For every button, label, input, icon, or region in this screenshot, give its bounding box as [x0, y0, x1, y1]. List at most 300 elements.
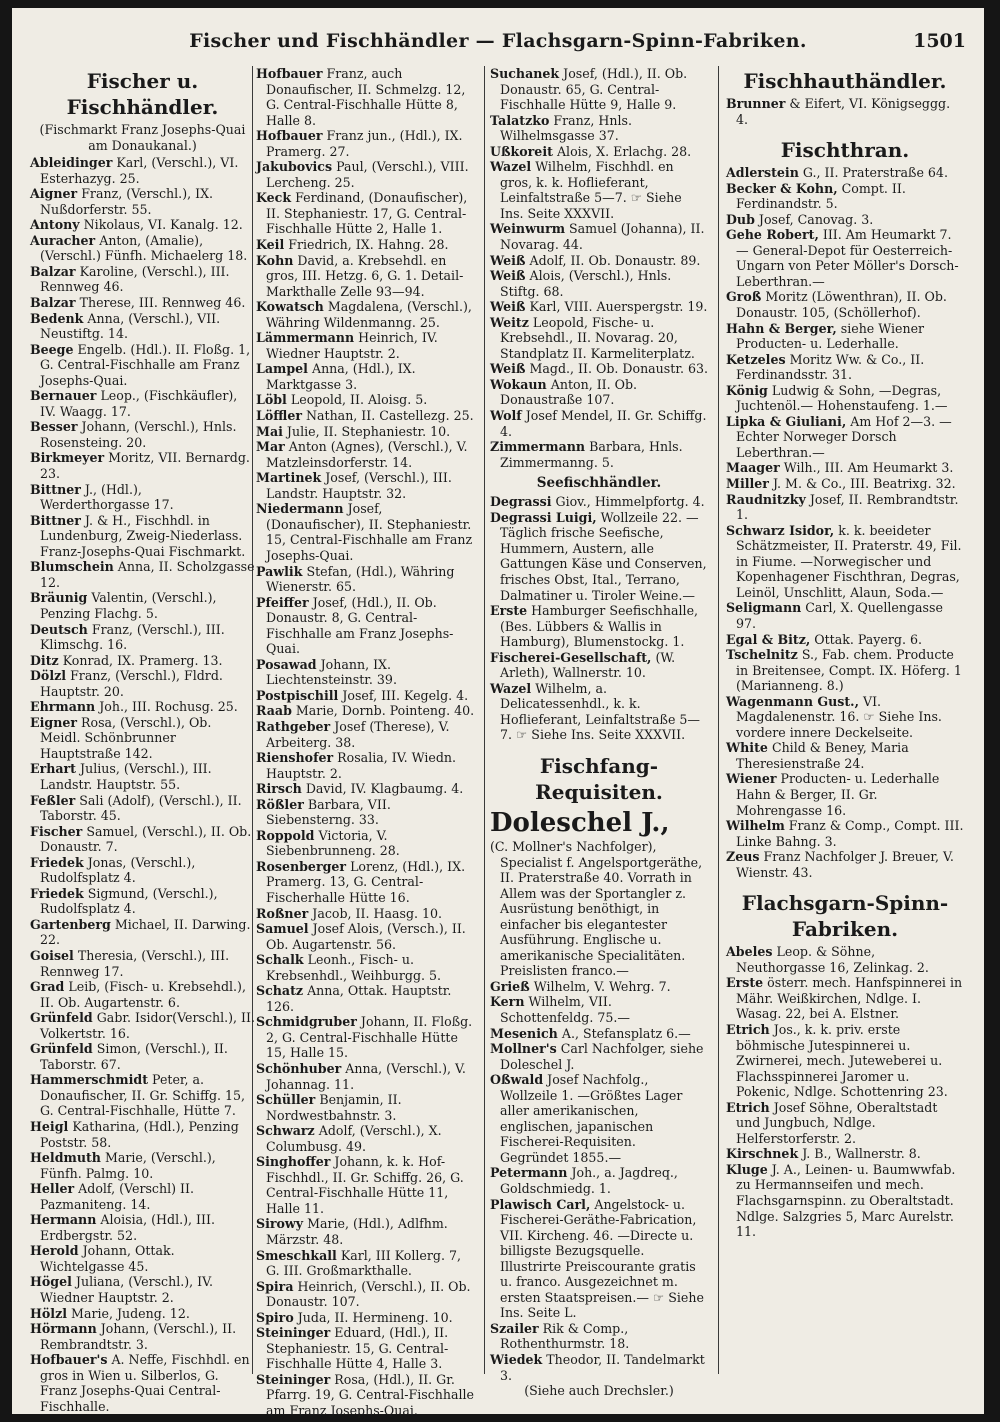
directory-entry	[256, 1154, 478, 1216]
directory-entry	[30, 886, 255, 917]
directory-entry	[30, 342, 255, 389]
directory-entry	[726, 771, 964, 818]
entry-details: Marie, Judeng. 12.	[71, 1305, 190, 1321]
directory-entry	[256, 470, 478, 501]
entry-details: Anton, II. Ob. Donaustraße 107.	[500, 376, 638, 408]
entry-name: Rößler	[256, 796, 304, 812]
directory-entry	[256, 1014, 478, 1061]
directory-entry	[256, 330, 478, 361]
entry-details: Heinrich, IV. Wiedner Hauptstr. 2.	[266, 330, 438, 361]
directory-entry	[30, 1072, 255, 1119]
entry-name: Petermann	[490, 1165, 568, 1181]
directory-entry	[726, 944, 964, 975]
entry-name: Talatzko	[490, 112, 550, 128]
entry-details: k. k. beeideter Schätzmeister, II. Praterstr. 49, Fil. in Fiume. —Norwegischer und Kopenhagener Fischthran, Degras, Leinöl, Unschlitt, Alaun, Soda.—	[736, 522, 962, 600]
entry-name: Rathgeber	[256, 718, 331, 734]
entry-name: Postpischill	[256, 687, 339, 703]
entry-details: Paul, (Verschl.), VIII. Lercheng. 25.	[266, 159, 469, 190]
entry-details: G., II. Praterstraße 64.	[802, 165, 948, 181]
entry-name: Schwarz Isidor,	[726, 522, 835, 538]
directory-entry	[256, 392, 478, 408]
entry-details: J. M. & Co., III. Beatrixg. 32.	[772, 476, 956, 492]
entry-name: Jakubovics	[256, 159, 333, 175]
entry-name: Wokaun	[490, 376, 547, 392]
directory-entry	[490, 494, 708, 510]
entry-name: Plawisch Carl,	[490, 1196, 591, 1212]
entry-details: Johann, IX. Liechtensteinstr. 39.	[266, 656, 397, 688]
entry-details: Barbara, Hnls. Zimmermanng. 5.	[500, 439, 683, 470]
directory-entry	[30, 793, 255, 824]
entry-name: Gartenberg	[30, 916, 111, 932]
entry-details: Eduard, (Hdl.), II. Stephaniestr. 15, G. Central-Fischhalle Hütte 4, Halle 3.	[266, 1325, 449, 1372]
entry-name: Rienshofer	[256, 750, 334, 766]
section-heading: Flachsgarn-Spinn-Fabriken.	[741, 891, 949, 942]
entry-name: Erste	[490, 603, 528, 619]
directory-entry	[256, 439, 478, 470]
entry-name: Herold	[30, 1243, 79, 1259]
directory-entry	[30, 482, 255, 513]
entry-details: Ferdinand, (Donaufischer), II. Stephaniestr. 17, G. Central-Fischhalle Hütte 2, Halle 1.	[266, 190, 468, 237]
entry-details: (C. Mollner's Nachfolger), Specialist f. Angelsportgeräthe, II. Praterstraße 40. Vorrath in Allem was der Sportangler z. Ausrüstung benöthigt, in einfacher bis elegantester Ausführung. Englische u. amerikanische Specialitäten. Preislisten franco.—	[490, 838, 703, 979]
directory-entry	[490, 1041, 708, 1072]
entry-details: siehe Wiener Producten- u. Lederhalle.	[736, 320, 925, 352]
advert-name: Doleschel J.,	[490, 807, 670, 838]
entry-details: J. & H., Fischhdl. in Lundenburg, Zweig-Niederlass. Franz-Josephs-Quai Fischmarkt.	[40, 512, 246, 559]
entry-name: Wazel	[490, 680, 532, 696]
entry-name: Schönhuber	[256, 1061, 342, 1076]
entry-details: Josef, (Hdl.), II. Ob. Donaustr. 8, G. Central-Fischhalle am Franz Josephs-Quai.	[266, 594, 454, 657]
entry-details: Moritz Ww. & Co., II. Ferdinandsstr. 31.	[736, 351, 925, 383]
entry-details: Konrad, IX. Pramerg. 13.	[62, 652, 223, 668]
entry-name: Steininger	[256, 1371, 331, 1387]
directory-entry	[30, 715, 255, 762]
directory-entry	[726, 227, 964, 289]
directory-entry	[490, 221, 708, 252]
entry-details: Adolf, (Verschl) II. Pazmaniteng. 14.	[40, 1181, 194, 1212]
entry-details: Josef (Therese), V. Arbeiterg. 38.	[266, 718, 450, 750]
entry-details: S., Fab. chem. Producte in Breitensee, Compt. IX. Höferg. 1 (Marianneng. 8.)	[736, 647, 962, 694]
entry-details: Child & Beney, Maria Theresienstraße 24.	[736, 740, 909, 771]
entry-name: Kern	[490, 994, 525, 1010]
entry-details: Josef, II. Rembrandtstr. 1.	[736, 491, 959, 523]
directory-entry	[726, 647, 964, 694]
directory-entry	[30, 155, 255, 186]
entry-details: Joh., III. Rochusg. 25.	[99, 699, 238, 715]
entry-name: Heigl	[30, 1119, 69, 1134]
entry-name: Hahn & Berger,	[726, 320, 837, 336]
entry-name: Abeles	[726, 944, 773, 960]
entry-name: Goisel	[30, 947, 74, 963]
entry-name: Erhart	[30, 761, 77, 777]
entry-name: Mar	[256, 439, 285, 455]
directory-entry	[726, 492, 964, 523]
entry-name: Erste	[726, 975, 764, 991]
directory-entry	[256, 952, 478, 983]
entry-name: Spira	[256, 1278, 294, 1294]
entry-name: Singhoffer	[256, 1154, 331, 1170]
entry-name: Seligmann	[726, 600, 802, 616]
entry-details: Josef Alois, (Versch.), II. Ob. Augartenstr. 56.	[266, 921, 466, 952]
entry-details: Julie, II. Stephaniestr. 10.	[286, 423, 451, 439]
entry-name: Balzar	[30, 263, 76, 279]
entry-details: Magd., II. Ob. Donaustr. 63.	[529, 361, 708, 377]
directory-entry	[726, 694, 964, 741]
entry-name: Heldmuth	[30, 1150, 101, 1166]
directory-entry	[30, 1010, 255, 1041]
entry-name: Ußkoreit	[490, 143, 553, 159]
directory-entry	[30, 295, 255, 311]
entry-details: Theodor, II. Tandelmarkt 3.	[500, 1352, 705, 1383]
entry-details: Juda, II. Hermineng. 10.	[297, 1309, 453, 1325]
entry-details: Rosalia, IV. Wiedn. Hauptstr. 2.	[266, 750, 457, 781]
entry-name: Keil	[256, 237, 285, 253]
entry-name: Kluge	[726, 1161, 768, 1177]
directory-entry	[30, 699, 255, 715]
directory-entry	[490, 377, 708, 408]
directory-entry	[256, 719, 478, 750]
entry-name: Becker & Kohn,	[726, 180, 838, 196]
directory-entry	[490, 979, 708, 995]
directory-entry	[30, 186, 255, 217]
directory-entry	[256, 703, 478, 719]
directory-entry	[30, 1274, 255, 1305]
directory-entry	[490, 299, 708, 315]
entry-details: A. Neffe, Fischhdl. en gros in Wien u. Silberlos, G. Franz Josephs-Quai Central-Fischhalle.	[40, 1352, 250, 1414]
directory-entry	[726, 96, 964, 127]
directory-entry	[256, 237, 478, 253]
entry-name: Eigner	[30, 714, 77, 730]
directory-entry	[256, 408, 478, 424]
directory-entry	[490, 650, 708, 681]
entry-details: Nikolaus, VI. Kanalg. 12.	[83, 217, 243, 233]
directory-entry	[490, 253, 708, 269]
entry-details: Jonas, (Verschl.), Rudolfsplatz 4.	[40, 854, 196, 886]
entry-name: Egal & Bitz,	[726, 631, 811, 647]
entry-details: Franz, (Verschl.), III. Klimschg. 16.	[40, 621, 225, 653]
entry-details: Engelb. (Hdl.). II. Floßg. 1, G. Central-Fischhalle am Franz Josephs-Quai.	[40, 341, 251, 388]
entry-name: Steininger	[256, 1325, 331, 1341]
entry-details: Josef Söhne, Oberaltstadt und Jungbuch, Ndlge. Helferstorferstr. 2.	[736, 1099, 938, 1146]
entry-details: Barbara, VII. Siebensterng. 33.	[266, 796, 391, 828]
entry-details: J. A., Leinen- u. Baumwwfab. zu Hermannseifen und mech. Flachsgarnspinn. zu Oberaltstadt. Ndlge. Salzgries 5, Marc Aurelstr. 11.	[736, 1161, 956, 1240]
entry-details: Leopold, Fische- u. Krebsehdl., II. Novarag. 20, Standplatz II. Karmeliterplatz.	[500, 314, 695, 361]
entry-details: (W. Arleth), Wallnerstr. 10.	[500, 649, 676, 681]
directory-entry	[490, 1026, 708, 1042]
directory-entry	[490, 1072, 708, 1165]
directory-entry	[490, 510, 708, 603]
directory-entry	[256, 921, 478, 952]
entry-details: Adolf, II. Ob. Donaustr. 89.	[529, 252, 701, 268]
entry-name: Degrassi	[490, 494, 552, 510]
entry-name: Wagenmann Gust.,	[726, 693, 859, 709]
directory-entry	[726, 600, 964, 631]
directory-entry	[256, 595, 478, 657]
directory-entry	[256, 1123, 478, 1154]
entry-details: David, IV. Klagbaumg. 4.	[305, 781, 464, 797]
entry-details: Moritz (Löwenthran), II. Ob. Donaustr. 105, (Schöllerhof).	[736, 289, 947, 321]
entry-name: Schüller	[256, 1092, 316, 1108]
entry-name: Smeschkall	[256, 1247, 337, 1263]
directory-entry	[30, 917, 255, 948]
entry-details: Victoria, V. Siebenbrunneng. 28.	[266, 827, 400, 859]
directory-entry	[490, 1352, 708, 1383]
entry-details: Anna, (Hdl.), IX. Marktgasse 3.	[266, 361, 416, 392]
directory-entry	[256, 983, 478, 1014]
entry-name: Friedek	[30, 885, 84, 901]
directory-entry	[726, 1022, 964, 1100]
entry-details: Anna, (Verschl.), VII. Neustiftg. 14.	[40, 310, 221, 342]
directory-entry	[30, 668, 255, 699]
entry-name: Hörmann	[30, 1321, 97, 1337]
entry-details: Franz Nachfolger J. Breuer, V. Wienstr. 43.	[736, 849, 954, 880]
entry-details: Rik & Comp., Rothenthurmstr. 18.	[500, 1320, 630, 1352]
entry-name: Ehrmann	[30, 699, 96, 715]
directory-entry	[30, 419, 255, 450]
entry-name: Fischerei-Gesellschaft,	[490, 649, 652, 665]
entry-details: Josef, (Donaufischer), II. Stephaniestr. 15, Central-Fischhalle am Franz Josephs-Quai.	[266, 501, 473, 563]
entry-name: Schwarz	[256, 1123, 315, 1139]
section-heading: Seefischhändler.	[536, 475, 662, 492]
entry-details: Joh., a. Jagdreq., Goldschmiedg. 1.	[500, 1165, 678, 1196]
entry-details: David, a. Krebsehdl. en gros, III. Hetzg. 6, G. 1. Detail-Markthalle Zelle 93—94.	[266, 252, 464, 299]
entry-name: Wilhelm	[726, 818, 785, 834]
directory-entry	[726, 1100, 964, 1147]
entry-name: Rosenberger	[256, 858, 347, 874]
entry-details: Carl Nachfolger, siehe Doleschel J.	[500, 1041, 704, 1072]
entry-name: Balzar	[30, 295, 76, 311]
entry-name: Bittner	[30, 512, 81, 528]
entry-details: & Eifert, VI. Königseggg. 4.	[736, 96, 951, 127]
entry-name: Spiro	[256, 1309, 294, 1325]
directory-entry	[30, 1119, 255, 1150]
directory-entry	[30, 1041, 255, 1072]
entry-details: Anton (Agnes), (Verschl.), V. Matzleinsdorferstr. 14.	[266, 439, 468, 470]
directory-entry	[256, 1248, 478, 1279]
entry-details: Leop., (Fischkäufler), IV. Waagg. 17.	[40, 388, 238, 419]
entry-name: Szailer	[490, 1320, 539, 1336]
directory-entry	[726, 383, 964, 414]
entry-name: Bedenk	[30, 310, 84, 326]
directory-entry	[256, 564, 478, 595]
directory-entry	[30, 855, 255, 886]
entry-details: Franz & Comp., Compt. III. Linke Bahng. 3.	[736, 818, 964, 849]
directory-entry	[490, 1165, 708, 1196]
directory-entry	[490, 681, 708, 743]
entry-details: Simon, (Verschl.), II. Taborstr. 67.	[40, 1041, 228, 1072]
entry-name: Etrich	[726, 1099, 770, 1115]
directory-entry	[30, 450, 255, 481]
directory-entry	[30, 1306, 255, 1322]
entry-details: Karl, (Verschl.), VI. Esterhazyg. 25.	[40, 155, 239, 186]
directory-entry	[256, 906, 478, 922]
entry-name: Groß	[726, 289, 762, 305]
spacer	[490, 743, 708, 751]
entry-name: Beege	[30, 341, 74, 357]
directory-entry	[30, 948, 255, 979]
entry-name: Keck	[256, 190, 292, 206]
entry-name: Wiedek	[490, 1352, 543, 1368]
section-note: (Fischmarkt Franz Josephs-Quai am Donaukanal.)	[39, 122, 246, 153]
directory-entry	[490, 1321, 708, 1352]
directory-entry	[490, 994, 708, 1025]
directory-entry	[726, 632, 964, 648]
directory-entry	[256, 424, 478, 440]
entry-details: Nathan, II. Castellezg. 25.	[305, 408, 474, 424]
entry-details: Wollzeile 22. —Täglich frische Seefische, Hummern, Austern, alle Gattungen Käse und Conserven, frisches Obst, Ital., Terrano, Dalmatiner u. Tiroler Weine.—	[500, 509, 707, 603]
entry-details: Jos., k. k. priv. erste böhmische Jutespinnerei u. Zwirnerei, mech. Juteweberei u. Flachsspinnerei Jaromer u. Pokenic, Ndlge. Schottenring 23.	[736, 1021, 948, 1100]
directory-entry	[256, 253, 478, 300]
directory-entry	[726, 1162, 964, 1240]
entry-details: Josef Nachfolg., Wollzeile 1. —Größtes Lager aller amerikanischen, englischen, japanischen Fischerei-Requisiten. Gegründet 1855.—	[500, 1072, 683, 1165]
directory-entry	[256, 688, 478, 704]
entry-name: Feßler	[30, 792, 76, 808]
directory-entry	[30, 1181, 255, 1212]
entry-details: Benjamin, II. Nordwestbahnstr. 3.	[266, 1092, 402, 1123]
directory-entry	[256, 781, 478, 797]
entry-name: Weiß	[490, 268, 526, 284]
directory-entry	[256, 159, 478, 190]
directory-entry	[256, 128, 478, 159]
entry-name: Rirsch	[256, 781, 302, 797]
entry-details: Lorenz, (Hdl.), IX. Pramerg. 13, G. Central-Fischerhalle Hütte 16.	[266, 858, 466, 905]
entry-name: Pawlik	[256, 563, 303, 579]
entry-name: White	[726, 740, 768, 756]
entry-details: Leonh., Fisch- u. Krebsenhdl., Weihburgg. 5.	[266, 952, 442, 983]
entry-details: Leib, (Fisch- u. Krebsehdl.), II. Ob. Augartenstr. 6.	[40, 979, 246, 1010]
entry-name: Hammerschmidt	[30, 1072, 149, 1088]
directory-entry	[256, 1325, 478, 1372]
entry-details: Gabr. Isidor(Verschl.), II. Volkertstr. 16.	[40, 1010, 256, 1041]
directory-entry	[30, 590, 255, 621]
entry-details: Giov., Himmelpfortg. 4.	[555, 494, 705, 510]
running-head: Fischer und Fischhändler — Flachsgarn-Spinn-Fabriken.	[189, 30, 807, 52]
directory-entry	[490, 159, 708, 221]
entry-name: Dub	[726, 211, 755, 227]
directory-entry	[726, 523, 964, 601]
directory-entry	[726, 321, 964, 352]
entry-details: Heinrich, (Verschl.), II. Ob. Donaustr. 107.	[266, 1278, 471, 1310]
directory-entry	[256, 1310, 478, 1326]
entry-details: Franz, Hnls. Wilhelmsgasse 37.	[500, 112, 632, 144]
directory-entry	[256, 1092, 478, 1123]
entry-name: Wiener	[726, 771, 777, 787]
entry-details: Leop. & Söhne, Neuthorgasse 16, Zelinkag. 2.	[736, 944, 929, 975]
directory-entry	[490, 113, 708, 144]
entry-details: Franz, (Verschl.), IX. Nußdorferstr. 55.	[40, 186, 214, 217]
entry-details: Sigmund, (Verschl.), Rudolfsplatz 4.	[40, 885, 218, 917]
entry-name: Tschelnitz	[726, 647, 798, 663]
entry-name: Weiß	[490, 299, 526, 315]
entry-details: Marie, Dornb. Pointeng. 40.	[295, 703, 475, 719]
entry-details: Alois, (Verschl.), Hnls. Stiftg. 68.	[500, 268, 672, 299]
entry-details: Franz, auch Donaufischer, II. Schmelzg. 12, G. Central-Fischhalle Hütte 8, Halle 8.	[266, 66, 466, 128]
entry-name: Ditz	[30, 652, 59, 668]
directory-page	[12, 8, 984, 1419]
directory-entry	[256, 657, 478, 688]
entry-name: Mollner's	[490, 1041, 557, 1057]
entry-details: J., (Hdl.), Werderthorgasse 17.	[40, 481, 174, 513]
entry-details: Johann, II. Floßg. 2, G. Central-Fischhalle Hütte 15, Halle 15.	[266, 1014, 473, 1061]
directory-entry	[726, 352, 964, 383]
entry-details: III. Am Heumarkt 7. — General-Depot für Oesterreich-Ungarn von Peter Möller's Dorsch-Leberthran.—	[736, 227, 959, 289]
entry-details: Samuel (Johanna), II. Novarag. 44.	[500, 221, 705, 253]
entry-details: Ottak. Payerg. 6.	[814, 631, 922, 647]
entry-details: Julius, (Verschl.), III. Landstr. Hauptstr. 55.	[40, 761, 212, 792]
directory-entry	[30, 559, 255, 590]
entry-name: Bräunig	[30, 590, 88, 606]
entry-details: Johann, k. k. Hof-Fischhdl., II. Gr. Schiffg. 26, G. Central-Fischhalle Hütte 11, Halle 11.	[266, 1154, 464, 1216]
entry-name: Mai	[256, 423, 283, 439]
entry-name: Pfeiffer	[256, 594, 309, 610]
entry-name: Grünfeld	[30, 1010, 93, 1026]
entry-name: Weitz	[490, 314, 529, 330]
directory-entry	[726, 289, 964, 320]
entry-details: Peter, a. Donaufischer, II. Gr. Schiffg. 15, G. Central-Fischhalle, Hütte 7.	[40, 1072, 246, 1119]
entry-details: Jacob, II. Haasg. 10.	[312, 905, 443, 921]
directory-entry	[726, 460, 964, 476]
entry-name: Weinwurm	[490, 221, 566, 237]
directory-entry	[30, 513, 255, 560]
entry-details: J. B., Wallnerstr. 8.	[802, 1146, 921, 1162]
directory-entry	[30, 311, 255, 342]
entry-details: Anna, II. Scholzgasse 12.	[40, 559, 255, 590]
directory-entry	[726, 975, 964, 1022]
section-heading: Fischfang-Requisiten.	[535, 753, 663, 804]
directory-entry	[490, 408, 708, 439]
directory-entry	[30, 1352, 255, 1414]
entry-name: Hermann	[30, 1212, 97, 1228]
column-4	[726, 66, 964, 1400]
entry-name: Schatz	[256, 983, 304, 999]
directory-entry	[490, 144, 708, 160]
directory-entry	[30, 824, 255, 855]
entry-details: Anton, (Amalie), (Verschl.) Fünfh. Michaelerg 18.	[40, 232, 248, 264]
entry-details: Magdalena, (Verschl.), Währing Wildenmanng. 25.	[266, 299, 472, 330]
directory-entry	[726, 849, 964, 880]
entry-details: Rosa, (Hdl.), II. Gr. Pfarrg. 19, G. Central-Fischhalle am Franz Josephs-Quai.	[266, 1371, 474, 1419]
entry-name: Hofbauer	[256, 66, 323, 81]
entry-name: Kirschnek	[726, 1146, 799, 1162]
entry-name: Weiß	[490, 361, 526, 377]
entry-name: Dölzl	[30, 668, 67, 684]
column-3	[490, 66, 708, 1400]
directory-entry	[30, 264, 255, 295]
directory-entry	[726, 740, 964, 771]
entry-name: Besser	[30, 419, 78, 435]
page-number: 1501	[913, 30, 966, 52]
entry-name: Hölzl	[30, 1305, 68, 1321]
entry-details: Compt. II. Ferdinandstr. 5.	[736, 180, 906, 212]
entry-details: Angelstock- u. Fischerei-Geräthe-Fabrication, VII. Kircheng. 46. —Directe u. billigste Bezugsquelle. Illustrirte Preiscourante gratis u. franco. Ausgezeichnet m. ersten Staatspreisen.— ☞ Siehe Ins. Seite L.	[500, 1196, 704, 1321]
entry-name: Kohn	[256, 252, 294, 268]
entry-name: Antony	[30, 217, 80, 233]
entry-details: Johann, Ottak. Wichtelgasse 45.	[40, 1243, 175, 1274]
directory-entry	[490, 361, 708, 377]
entry-name: Lämmermann	[256, 330, 355, 346]
entry-details: Moritz, VII. Bernardg. 23.	[40, 450, 250, 482]
entry-name: Etrich	[726, 1021, 770, 1037]
entry-name: Zimmermann	[490, 439, 586, 455]
section-heading: Fischthran.	[780, 138, 910, 163]
directory-entry	[256, 299, 478, 330]
entry-name: Lampel	[256, 361, 308, 377]
directory-entry	[30, 233, 255, 264]
entry-name: Wolf	[490, 408, 522, 424]
entry-name: Oßwald	[490, 1072, 544, 1088]
section-heading: Fischhauthändler.	[743, 69, 947, 93]
entry-details: Wilhelm, a. Delicatessenhdl., k. k. Hoflieferant, Leinfaltstraße 5—7. ☞ Siehe Ins. Seite XXXVII.	[500, 680, 701, 743]
directory-entry	[490, 66, 708, 113]
